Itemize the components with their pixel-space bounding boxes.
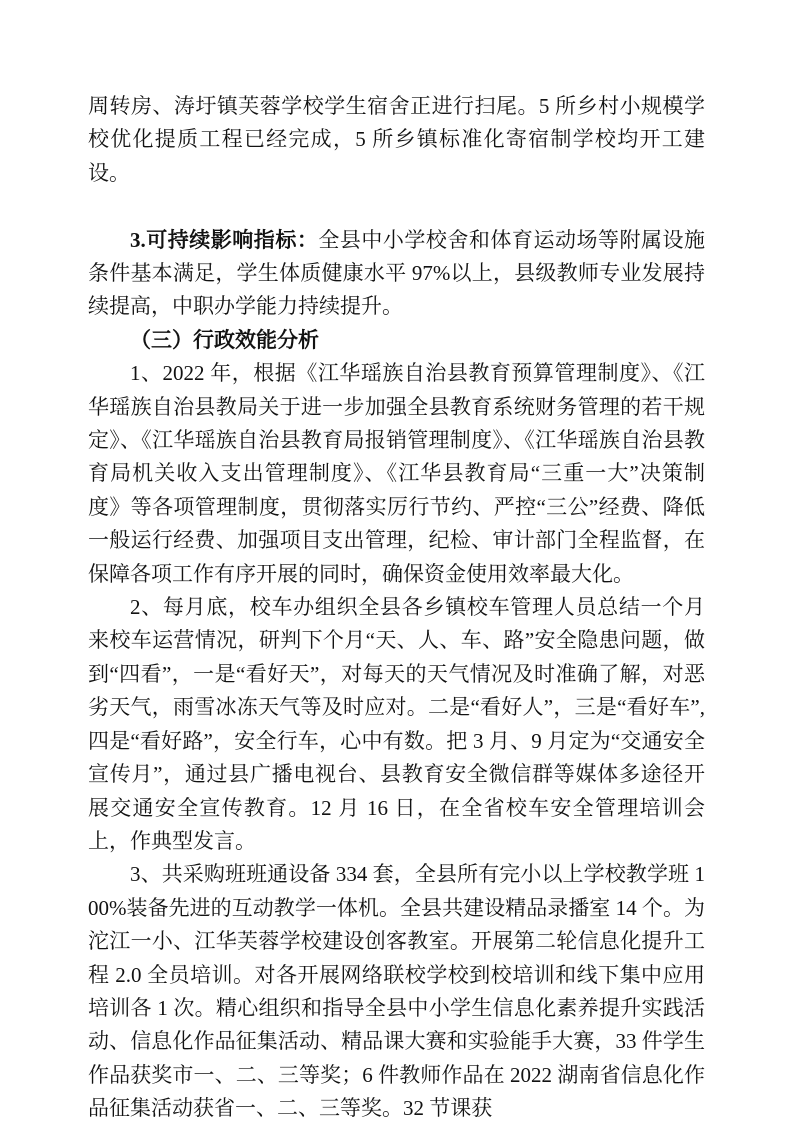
paragraph-body-sustainable-impact: 全县中小学校舍和体育运动场等附属设施条件基本满足，学生体质健康水平 97%以上，县级教师专业发展持续提高，中职办学能力持续提升。: [88, 227, 706, 319]
blank-line-spacer: [88, 190, 705, 223]
paragraph-finance-management: 1、2022 年，根据《江华瑶族自治县教育预算管理制度》、《江华瑶族自治县教局关于进一步加强全县教育系统财务管理的若干规定》、《江华瑶族自治县教育局报销管理制度》、《江华瑶族自治县教育局机关收入支出管理制度》、《江华县教育局“三重一大”决策制度》等各项管理制度，贯彻落实厉行节约、严控“三公”经费、降低一般运行经费、加强项目支出管理，纪检、审计部门全程监督，在保障各项工作有序开展的同时，确保资金使用效率最大化。: [88, 361, 705, 586]
paragraph-school-bus-safety: 2、每月底，校车办组织全县各乡镇校车管理人员总结一个月来校车运营情况，研判下个月“天、人、车、路”安全隐患问题，做到“四看”，一是“看好天”，对每天的天气情况及时准确了解，对恶劣天气，雨雪冰冻天气等及时应对。二是“看好人”，三是“看好车”,四是“看好路”，安全行车，心中有数。把 3 月、9 月定为“交通安全宣传月”，通过县广播电视台、县教育安全微信群等媒体多途径开展交通安全宣传教育。12 月 16 日，在全省校车安全管理培训会上，作典型发言。: [88, 595, 705, 853]
paragraph-lead-sustainable-impact: 3.可持续影响指标：: [130, 227, 319, 252]
paragraph-informatization: 3、共采购班班通设备 334 套，全县所有完小以上学校教学班 100%装备先进的互动教学一体机。全县共建设精品录播室 14 个。为沱江一小、江华芙蓉学校建设创客教室。开展第二轮信息化提升工程 2.0 全员培训。对各开展网络联校学校到校培训和线下集中应用培训各 1 次。精心组织和指导全县中小学生信息化素养提升实践活动、信息化作品征集活动、精品课大赛和实验能手大赛，33 件学生作品获奖市一、二、三等奖；6 件教师作品在 2022 湖南省信息化作品征集活动获省一、二、三等奖。32 节课获: [88, 862, 705, 1121]
paragraph-sustainable-impact: [88, 224, 705, 324]
section-heading-administrative-efficiency: （三）行政效能分析: [130, 327, 319, 352]
paragraph-carryover-construction: 周转房、涛圩镇芙蓉学校学生宿舍正进行扫尾。5 所乡村小规模学校优化提质工程已经完成，5 所乡镇标准化寄宿制学校均开工建设。: [88, 94, 705, 185]
